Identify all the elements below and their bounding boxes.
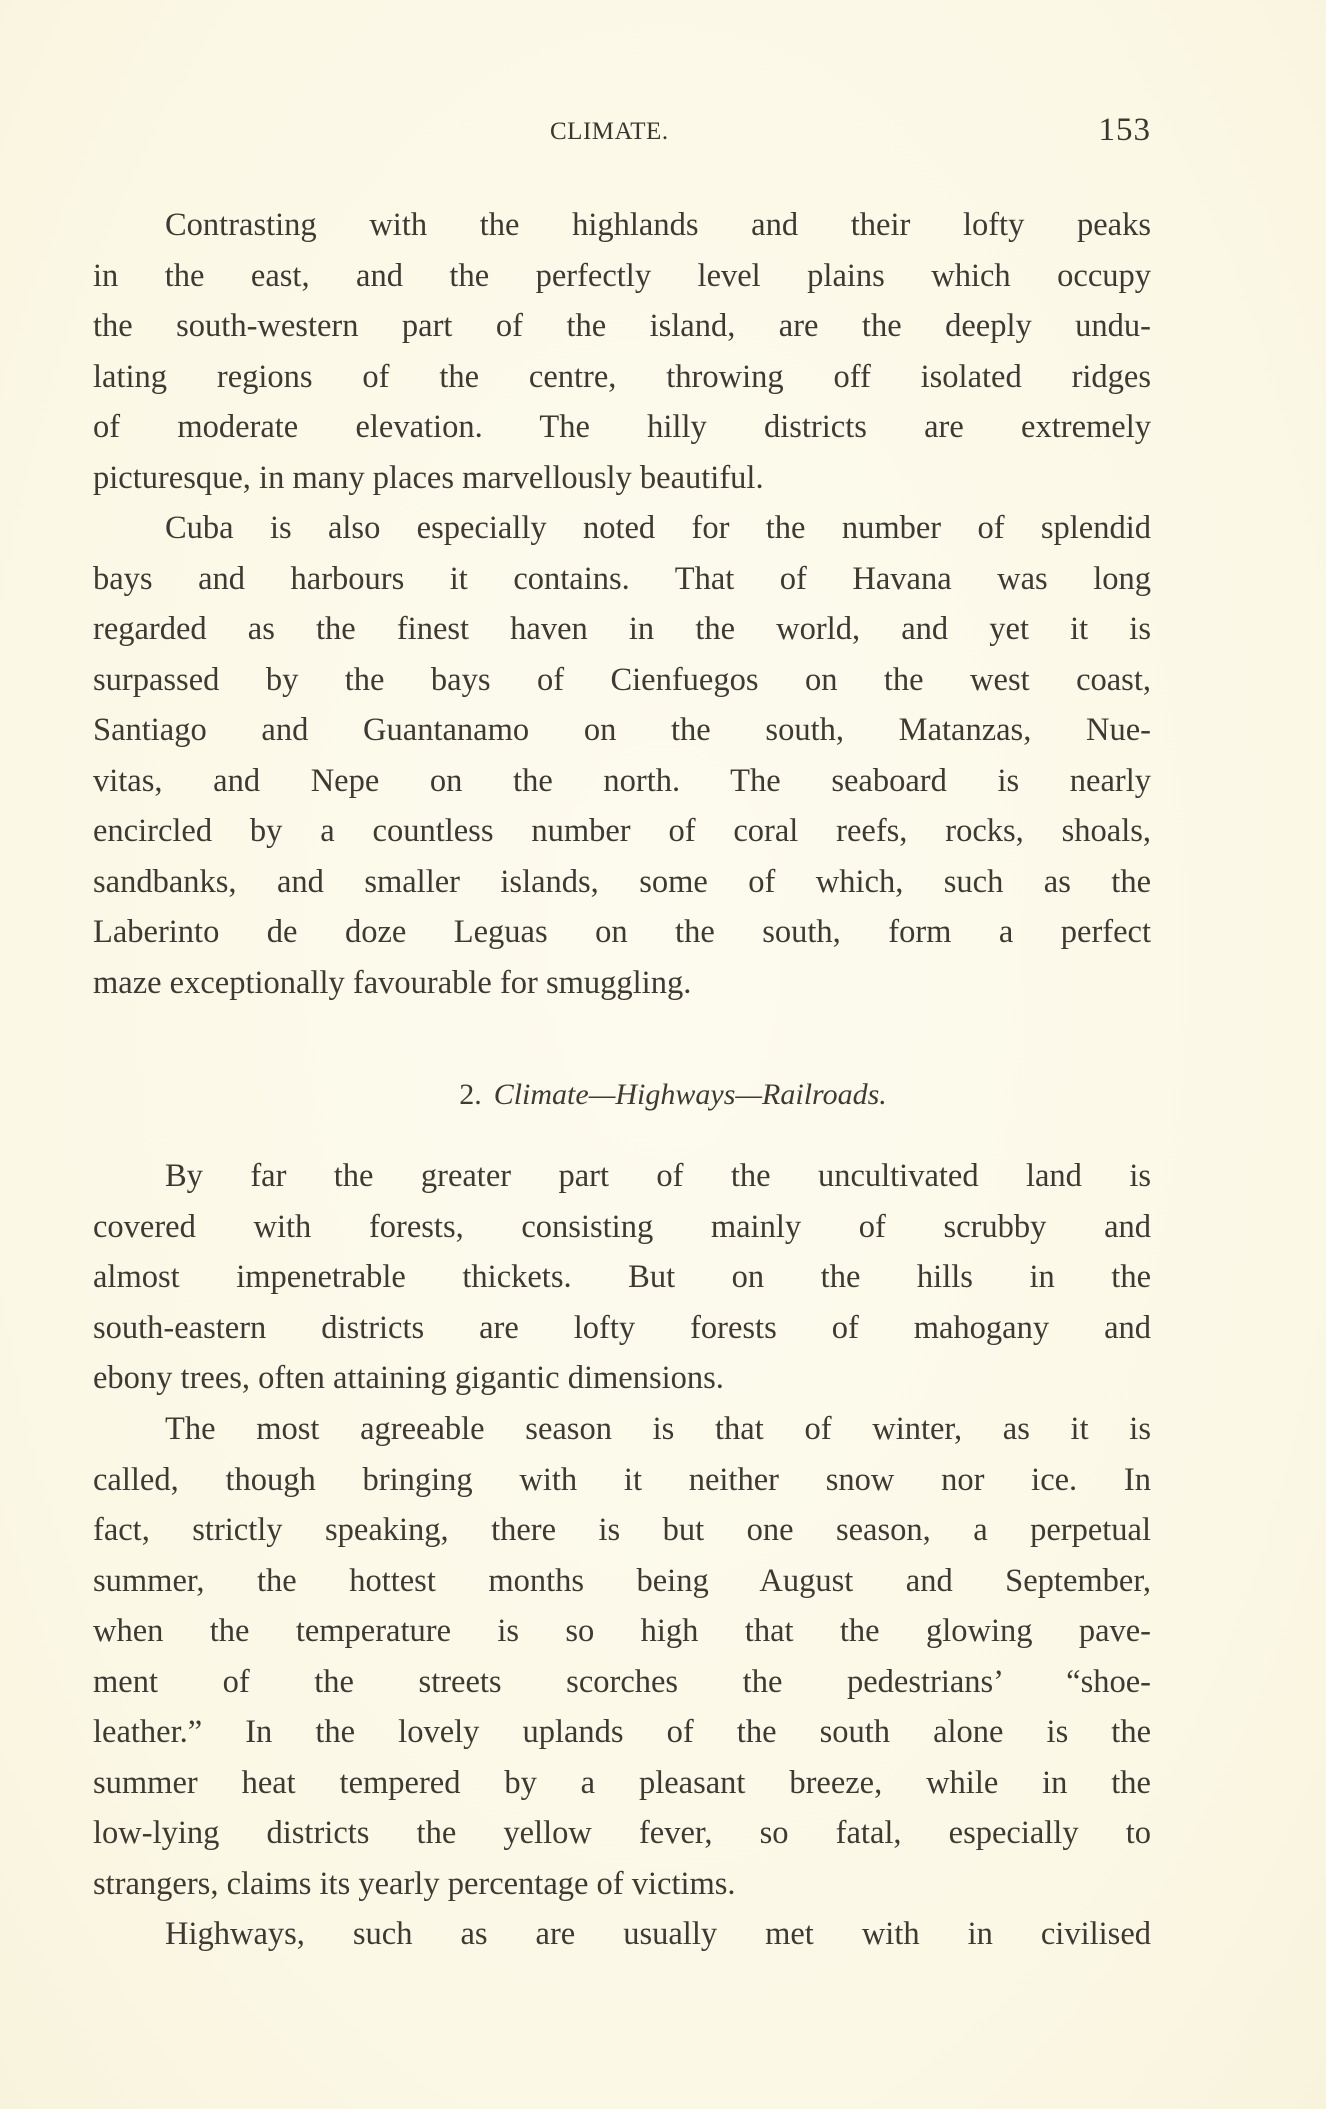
- text-line: ebony trees, often attaining gigantic dimensions.: [93, 1360, 724, 1396]
- paragraph: [93, 1909, 1151, 1960]
- text-line: bays and harbours it contains. That of Havana was long: [93, 560, 1151, 597]
- section-number: 2.: [459, 1078, 482, 1111]
- section-heading: [0, 1078, 1326, 1112]
- text-line: Cuba is also especially noted for the number of splendid: [165, 510, 1151, 546]
- text-line: summer heat tempered by a pleasant breeze, while in the: [93, 1764, 1151, 1801]
- running-title: CLIMATE.: [550, 118, 669, 145]
- paragraph: [93, 200, 1151, 503]
- text-line: By far the greater part of the uncultivated land is: [165, 1158, 1151, 1194]
- text-line: maze exceptionally favourable for smuggling.: [93, 964, 692, 1001]
- paragraph: [93, 503, 1151, 1008]
- text-line: covered with forests, consisting mainly of scrubby and: [93, 1208, 1151, 1245]
- text-line: south-eastern districts are lofty forests of mahogany and: [93, 1309, 1151, 1346]
- text-line: strangers, claims its yearly percentage of victims.: [93, 1865, 736, 1902]
- paragraph: [93, 1404, 1151, 1909]
- text-line: ment of the streets scorches the pedestrians’ “shoe-: [93, 1663, 1151, 1700]
- text-line: The most agreeable season is that of winter, as it is: [165, 1411, 1151, 1447]
- section-title: Climate—Highways—Railroads.: [493, 1078, 887, 1111]
- text-line: Highways, such as are usually met with in civilised: [165, 1916, 1151, 1952]
- text-line: lating regions of the centre, throwing off isolated ridges: [93, 358, 1151, 395]
- text-line: Laberinto de doze Leguas on the south, form a perfect: [93, 914, 1151, 950]
- text-line: leather.” In the lovely uplands of the south alone is the: [93, 1714, 1151, 1750]
- text-line: sandbanks, and smaller islands, some of which, such as the: [93, 863, 1151, 900]
- text-line: picturesque, in many places marvellously beautiful.: [93, 459, 764, 496]
- text-line: almost impenetrable thickets. But on the hills in the: [93, 1259, 1151, 1295]
- text-line: fact, strictly speaking, there is but one season, a perpetual: [93, 1512, 1151, 1548]
- running-head: [93, 112, 1151, 156]
- text-line: called, though bringing with it neither snow nor ice. In: [93, 1461, 1151, 1498]
- page-number: 153: [1098, 112, 1151, 148]
- text-line: Contrasting with the highlands and their lofty peaks: [165, 207, 1151, 243]
- text-line: the south-western part of the island, are the deeply undu-: [93, 308, 1151, 344]
- text-line: surpassed by the bays of Cienfuegos on the west coast,: [93, 661, 1151, 698]
- text-line: summer, the hottest months being August and September,: [93, 1562, 1151, 1599]
- paragraph: [93, 1151, 1151, 1404]
- text-line: of moderate elevation. The hilly districts are extremely: [93, 409, 1151, 445]
- text-line: when the temperature is so high that the glowing pave-: [93, 1613, 1151, 1649]
- text-line: regarded as the finest haven in the world, and yet it is: [93, 611, 1151, 647]
- text-line: Santiago and Guantanamo on the south, Matanzas, Nue-: [93, 712, 1151, 748]
- text-line: encircled by a countless number of coral reefs, rocks, shoals,: [93, 813, 1151, 849]
- text-line: in the east, and the perfectly level plains which occupy: [93, 257, 1151, 294]
- text-line: low-lying districts the yellow fever, so fatal, especially to: [93, 1815, 1151, 1851]
- text-line: vitas, and Nepe on the north. The seaboard is nearly: [93, 762, 1151, 799]
